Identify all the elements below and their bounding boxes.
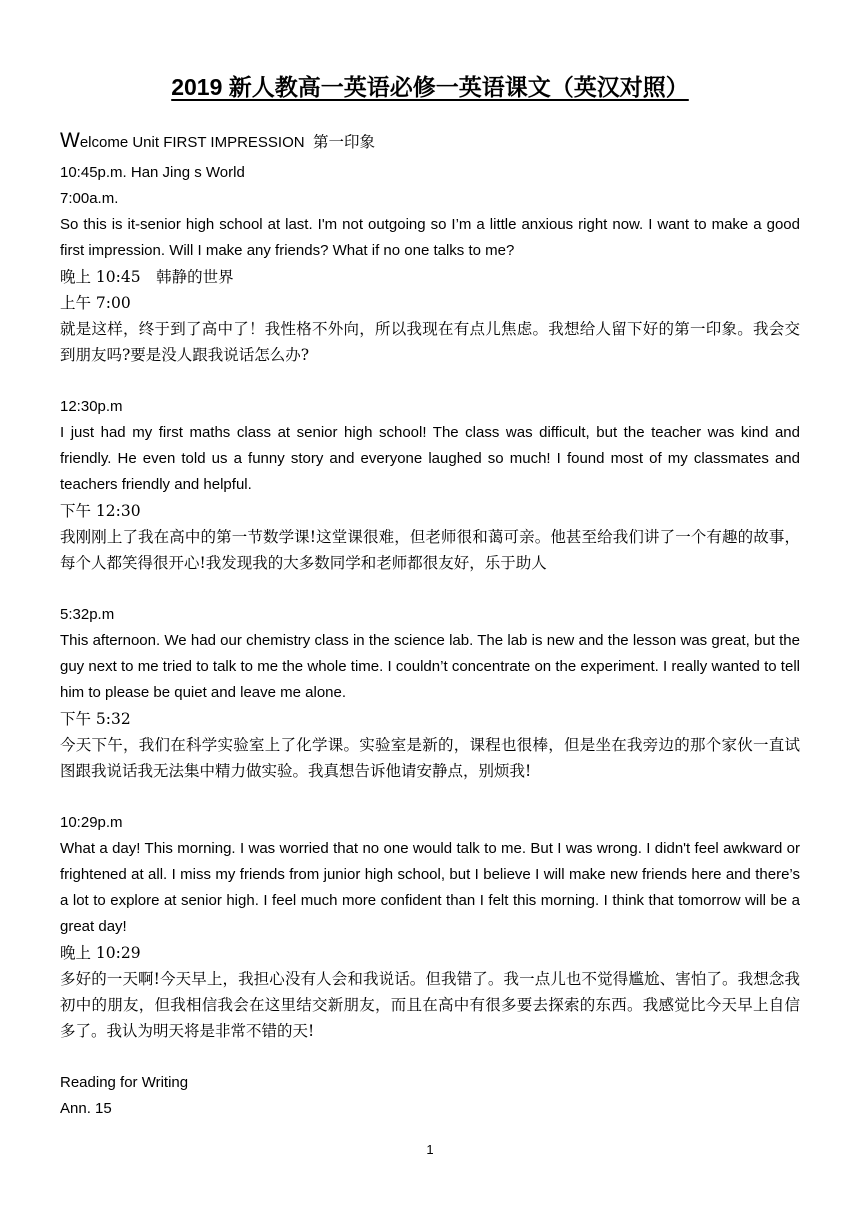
document-body [60,124,800,1122]
entry-3-cn-time: 下午 5:32 [60,710,131,728]
section-date: Ann. 15 [60,1100,112,1117]
entry-4-cn-time: 晚上 10:29 [60,944,141,962]
entry-3-en-text: This afternoon. We had our chemistry class in the science lab. The lab is new and the lesson was great, but the guy next to me tried to talk to me the whole time. I couldn’t concentrate on the experiment. I really wanted to tell him to please be quiet and leave me alone. [60,632,800,701]
entry-1-en-time-2: 7:00a.m. [60,190,119,207]
entry-3-cn-text: 今天下午，我们在科学实验室上了化学课。实验室是新的，课程也很棒，但是坐在我旁边的那个家伙一直试图跟我说话我无法集中精力做实验。我真想告诉他请安静点，别烦我! [60,736,800,780]
entry-1-cn-time-2: 上午 7:00 [60,294,131,312]
entry-1-cn-time: 晚上 10:45 韩静的世界 [60,268,234,286]
page-number: 1 [426,1142,434,1157]
entry-1-en-time: 10:45p.m. Han Jing s World [60,164,245,181]
entry-1-en-text: So this is it-senior high school at last. I'm not outgoing so I’m a little anxious right now. I want to make a good first impression. Will I make any friends? What if no one talks to me? [60,216,800,259]
entry-4-cn-text: 多好的一天啊!今天早上，我担心没有人会和我说话。但我错了。我一点儿也不觉得尴尬、害怕了。我想念我初中的朋友，但我相信我会在这里结交新朋友，而且在高中有很多要去探索的东西。我感觉比今天早上自信多了。我认为明天将是非常不错的天! [60,970,800,1040]
entry-3-en-time: 5:32p.m [60,606,115,623]
unit-heading: Welcome Unit FIRST IMPRESSION 第一印象 [60,129,375,152]
entry-4-en-time: 10:29p.m [60,814,123,831]
document-title: 2019 新人教高一英语必修一英语课文（英汉对照） [171,74,689,100]
entry-2-en-text: I just had my first maths class at senior high school! The class was difficult, but the teacher was kind and friendly. He even told us a funny story and everyone laughed so much! I found most of my classmates and teachers friendly and helpful. [60,424,800,493]
entry-2-en-time: 12:30p.m [60,398,123,415]
entry-2-cn-text: 我刚刚上了我在高中的第一节数学课!这堂课很难，但老师很和蔼可亲。他甚至给我们讲了一个有趣的故事，每个人都笑得很开心!我发现我的大多数同学和老师都很友好，乐于助人 [60,528,800,572]
entry-4-en-text: What a day! This morning. I was worried that no one would talk to me. But I was wrong. I didn't feel awkward or frightened at all. I miss my friends from junior high school, but I believe I will make new friends here and there’s a lot to explore at senior high. I feel much more confident than I felt this morning. I think that tomorrow will be a great day! [60,840,800,935]
entry-2-cn-time: 下午 12:30 [60,502,141,520]
section-heading-reading-for-writing: Reading for Writing [60,1074,189,1091]
entry-1-cn-text: 就是这样，终于到了高中了！我性格不外向，所以我现在有点儿焦虑。我想给人留下好的第一印象。我会交到朋友吗?要是没人跟我说话怎么办? [60,320,800,364]
